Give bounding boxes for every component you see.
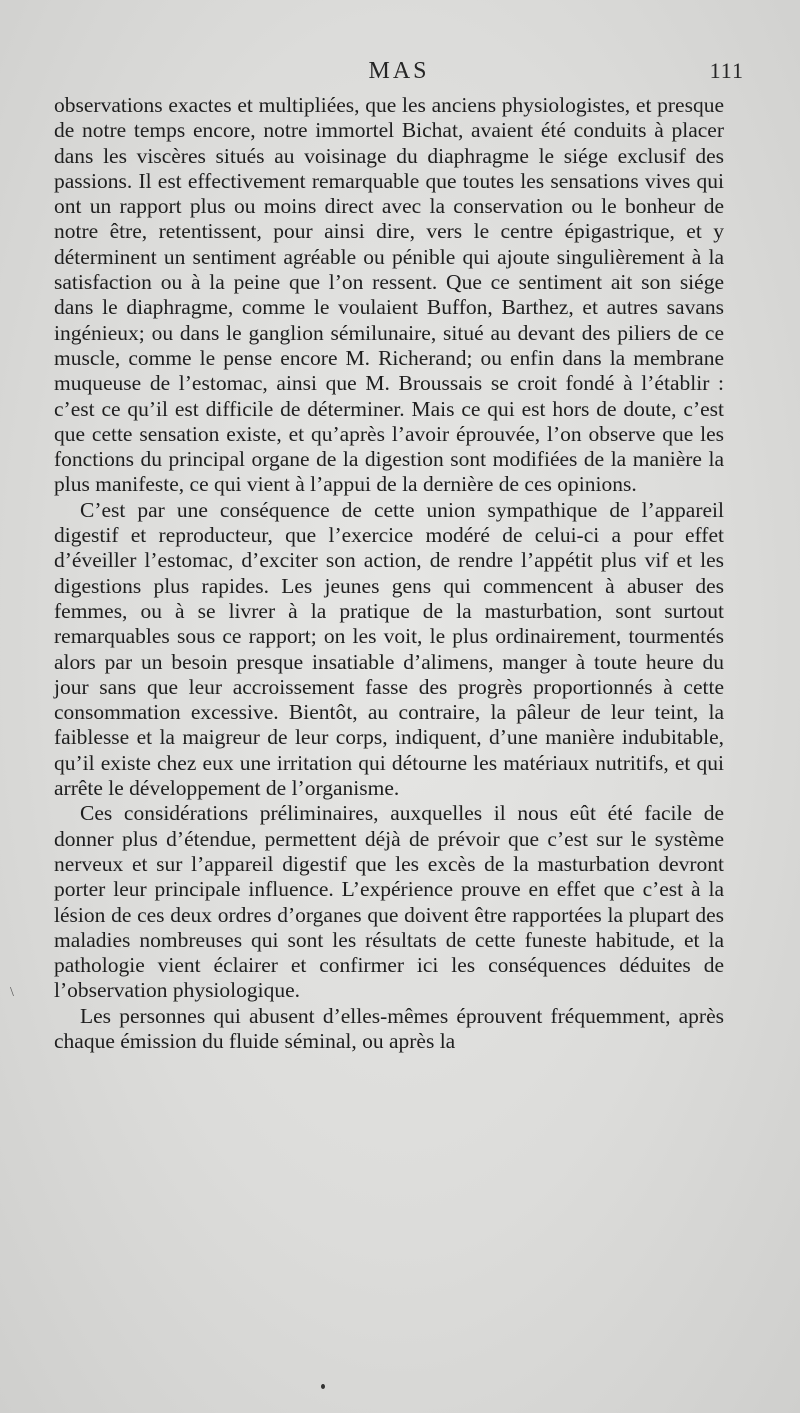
body-text <box>54 93 724 1054</box>
margin-mark: \ <box>10 985 14 1000</box>
paragraph: Les personnes qui abusent d’elles-mêmes éprouvent fréquemment, après chaque émission du fluide séminal, ou après la <box>54 1003 724 1053</box>
page-header <box>54 58 744 92</box>
page-number: 111 <box>709 58 744 83</box>
paragraph-continued: observations exactes et multipliées, que les anciens physiologistes, et presque de notre temps encore, notre immortel Bichat, avaient été conduits à placer dans les viscères situés au voisinage du diaphragme le siége exclusif des passions. Il est effectivement remarquable que toutes les sensations vives qui ont un rapport plus ou moins direct avec la conservation ou le bonheur de notre être, retentissent, pour ainsi dire, vers le centre épigastrique, et y déterminent un sentiment agréable ou pénible qui ajoute singulièrement à la satisfaction ou à la peine que l’on ressent. Que ce sentiment ait son siége dans le diaphragme, comme le voulaient Buffon, Barthez, et autres savans ingénieux; ou dans le ganglion sémilunaire, situé au devant des piliers de ce muscle, comme le pense encore M. Richerand; ou enfin dans la membrane muqueuse de l’estomac, ainsi que M. Broussais se croit fondé à l’établir : c’est ce qu’il est difficile de déterminer. Mais ce qui est hors de doute, c’est que cette sensation existe, et qu’après l’avoir éprouvée, l’on observe que les fonctions du principal organe de la digestion sont modifiées de la manière la plus manifeste, ce qui vient à l’appui de la dernière de ces opinions. <box>54 93 724 497</box>
running-head: MAS <box>368 58 430 84</box>
paragraph: Ces considérations préliminaires, auxquelles il nous eût été facile de donner plus d’étendue, permettent déjà de prévoir que c’est sur le système nerveux et sur l’appareil digestif que les excès de la masturbation devront porter leur principale influence. L’expérience prouve en effet que c’est à la lésion de ces deux ordres d’organes que doivent être rapportées la plupart des maladies nombreuses qui sont les résultats de cette funeste habitude, et la pathologie vient éclairer et confirmer ici les conséquences déduites de l’observation physiologique. <box>54 801 724 1003</box>
paragraph: C’est par une conséquence de cette union sympathique de l’appareil digestif et reproducteur, que l’exercice modéré de celui-ci a pour effet d’éveiller l’estomac, d’exciter son action, de rendre l’appétit plus vif et les digestions plus rapides. Les jeunes gens qui commencent à abuser des femmes, ou à se livrer à la pratique de la masturbation, sont surtout remarquables sous ce rapport; on les voit, le plus ordinairement, tourmentés alors par un besoin presque insatiable d’alimens, manger à toute heure du jour sans que leur accroissement fasse des progrès proportionnés à cette consommation excessive. Bientôt, au contraire, la pâleur de leur teint, la faiblesse et la maigreur de leur corps, indiquent, d’une manière indubitable, qu’il existe chez eux une irritation qui détourne les matériaux nutritifs, et qui arrête le développement de l’organisme. <box>54 497 724 801</box>
ink-speck <box>321 1384 325 1389</box>
